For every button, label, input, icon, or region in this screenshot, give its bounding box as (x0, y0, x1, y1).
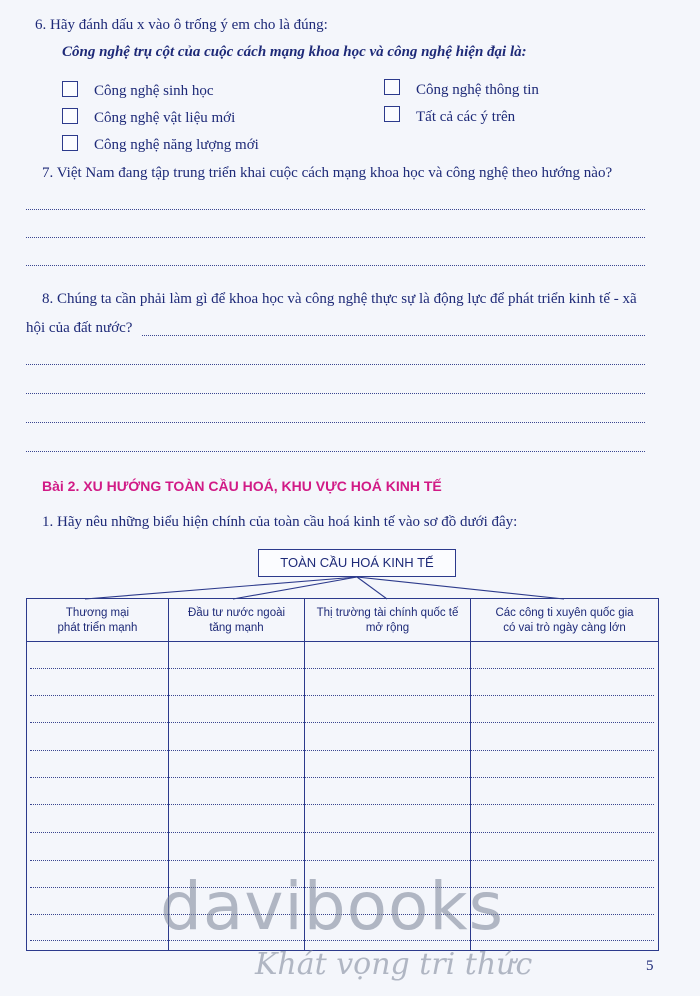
connector-line (357, 577, 564, 599)
column-header-1-line1: Thương mại (65, 607, 130, 619)
question-8-text-line2: hội của đất nước? (26, 320, 133, 336)
table-answer-line[interactable] (30, 722, 654, 723)
table-answer-line[interactable] (30, 668, 654, 669)
table-answer-line[interactable] (30, 832, 654, 833)
column-header-2-line1: Đầu tư nước ngoài (187, 607, 286, 619)
diagram-center-box: TOÀN CẦU HOÁ KINH TẾ (258, 549, 456, 577)
bai-2-question-1: 1. Hãy nêu những biểu hiện chính của toàn cầu hoá kinh tế vào sơ đồ dưới đây: (42, 514, 518, 530)
table-answer-line[interactable] (30, 777, 654, 778)
question-6-title: 6. Hãy đánh dấu x vào ô trống ý em cho là đúng: (35, 17, 328, 33)
question-7-text: 7. Việt Nam đang tập trung triển khai cuộc cách mạng khoa học và công nghệ theo hướng nào? (42, 165, 613, 181)
option-4-label: Công nghệ thông tin (416, 82, 539, 98)
column-header-4 (471, 606, 658, 636)
column-header-1-line2: phát triển mạnh (57, 622, 138, 634)
page-number: 5 (646, 958, 654, 974)
watermark-logo: davibooks (160, 868, 504, 945)
column-header-2 (169, 606, 304, 636)
column-header-4-line2: có vai trò ngày càng lớn (503, 622, 626, 634)
connector-line (357, 577, 387, 599)
option-5-label: Tất cả các ý trên (416, 109, 516, 125)
table-answer-line[interactable] (30, 804, 654, 805)
question-6-stem: Công nghệ trụ cột của cuộc cách mạng khoa học và công nghệ hiện đại là: (62, 44, 527, 60)
column-header-1 (27, 606, 168, 636)
table-answer-line[interactable] (30, 860, 654, 861)
option-1-label: Công nghệ sinh học (94, 83, 214, 99)
section-title-bai-2: Bài 2. XU HƯỚNG TOÀN CẦU HOÁ, KHU VỰC HOÁ KINH TẾ (42, 478, 442, 494)
column-header-3-line2: mở rộng (365, 622, 410, 634)
option-2-label: Công nghệ vật liệu mới (94, 110, 236, 126)
column-header-3 (305, 606, 470, 636)
option-3-label: Công nghệ năng lượng mới (94, 137, 259, 153)
column-header-4-line1: Các công ti xuyên quốc gia (495, 607, 634, 619)
connector-line (85, 577, 357, 599)
column-header-3-line1: Thị trường tài chính quốc tế (316, 607, 459, 619)
question-8-text-line1: 8. Chúng ta cần phải làm gì để khoa học và công nghệ thực sự là động lực để phát triển kinh tế - xã (42, 291, 637, 307)
table-answer-line[interactable] (30, 695, 654, 696)
connector-line (233, 577, 357, 599)
column-header-2-line2: tăng mạnh (209, 622, 264, 634)
table-answer-line[interactable] (30, 750, 654, 751)
header-divider (27, 641, 658, 642)
watermark-slogan: Khát vọng tri thức (255, 947, 533, 982)
